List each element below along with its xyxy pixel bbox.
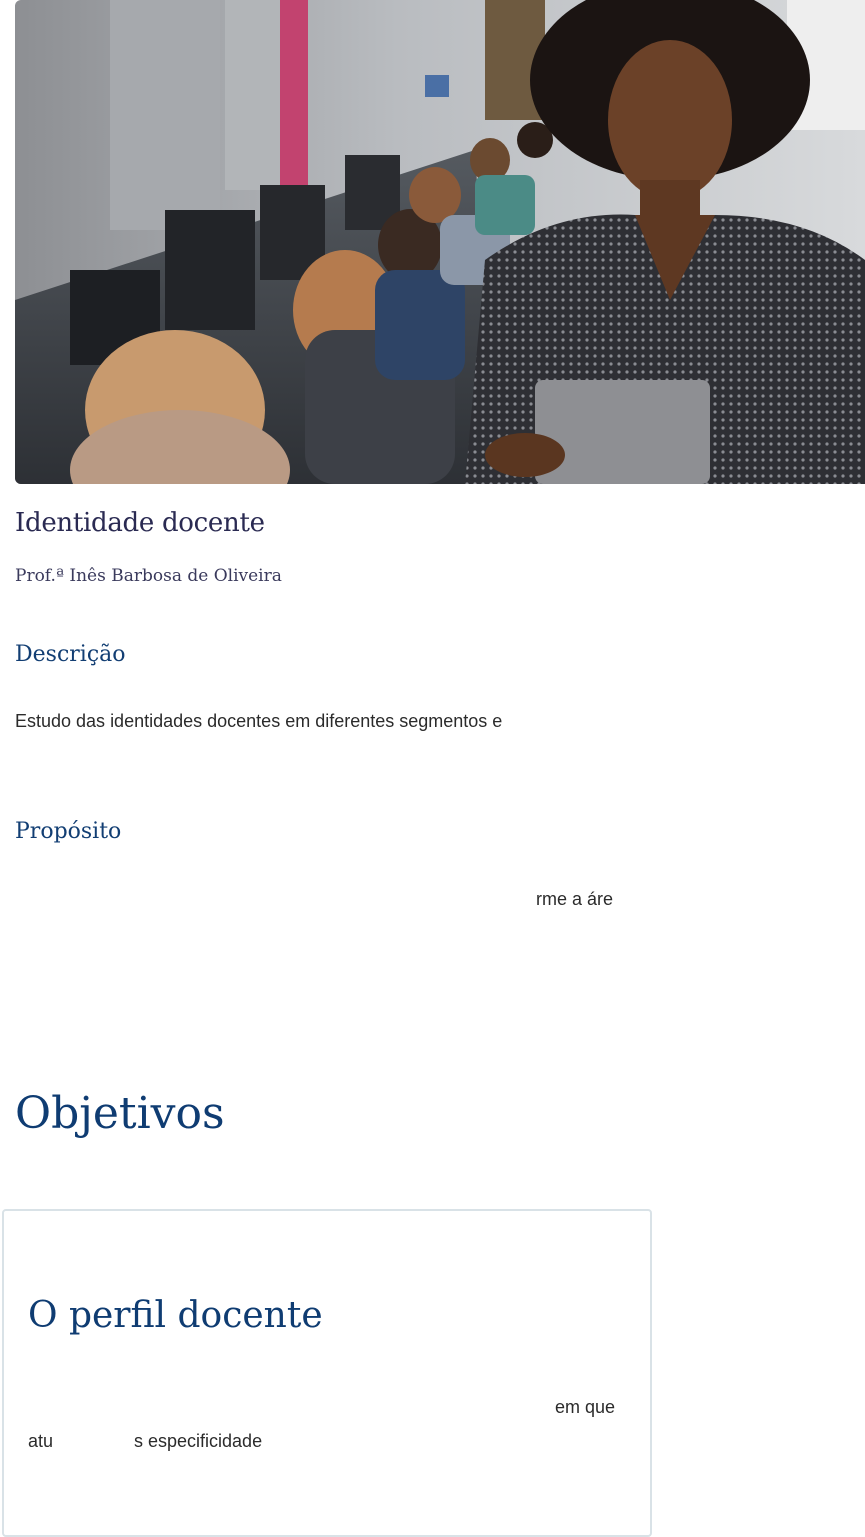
card-text-fragment-1: em que — [555, 1397, 616, 1417]
card-text-fragment-2: atu — [28, 1431, 54, 1451]
card-text-fragment-3: s especificidade — [134, 1431, 263, 1451]
course-title: Identidade docente — [15, 508, 265, 538]
card-title: O perfil docente — [28, 1295, 323, 1336]
hero-image — [15, 0, 865, 484]
purpose-text: rme a áre — [536, 889, 614, 909]
description-text: Estudo das identidades docentes em diferentes segmentos e — [15, 711, 503, 731]
objectives-heading: Objetivos — [15, 1088, 225, 1139]
teacher-name: Prof.ª Inês Barbosa de Oliveira — [15, 566, 282, 586]
hero-illustration — [15, 0, 865, 484]
objective-card — [2, 1209, 652, 1537]
description-heading: Descrição — [15, 642, 126, 667]
purpose-heading: Propósito — [15, 819, 122, 844]
